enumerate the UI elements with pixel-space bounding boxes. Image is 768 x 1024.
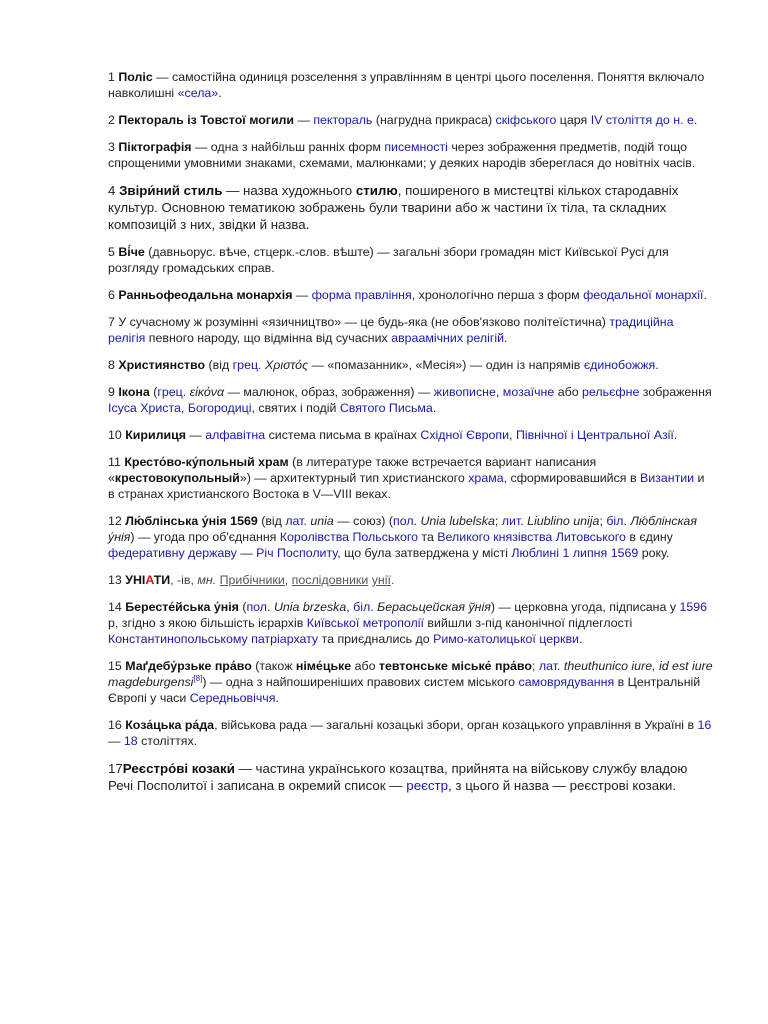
entry-16 <box>108 717 713 749</box>
entry-13-foreign-text: мн. <box>197 573 217 587</box>
entry-13-term: УНІ <box>125 573 146 587</box>
entry-14-link[interactable]: Київської метрополії <box>306 616 424 630</box>
entry-2-text: царя <box>556 113 591 127</box>
entry-4-text: , поширеного в мистецтві кількох стародавніх культур. Основною тематикою зображень були тварини або ж частини їх тіла, та складних композицій з них, звідки й назва. <box>108 183 679 232</box>
entry-12-text: — союз) ( <box>333 514 393 528</box>
entry-14-text: . <box>578 632 583 646</box>
entry-10-term: Кирилиця <box>125 428 186 442</box>
entry-12-text: — <box>236 546 257 560</box>
entry-9-link[interactable]: Богородиці <box>187 401 252 415</box>
entry-12-link[interactable]: федеративну державу <box>108 546 237 560</box>
entry-11-text: , сформировавшийся в <box>503 471 640 485</box>
entry-6-link[interactable]: форма правління <box>311 288 412 302</box>
entry-9-text: зображення <box>639 385 712 399</box>
entry-1-term: Поліс <box>118 70 153 84</box>
entry-14-text: р, згідно з якою більшість ієрархів <box>108 616 307 630</box>
entry-11-term: Кресто́во-ку́польный храм <box>124 455 289 469</box>
entry-3 <box>108 139 713 171</box>
entry-12-text: ; <box>599 514 607 528</box>
entry-9-text: , святих і подій <box>251 401 340 415</box>
entry-14 <box>108 599 713 647</box>
entry-2-text: 2 <box>108 113 119 127</box>
entry-16-link[interactable]: 18 <box>123 734 138 748</box>
entry-9-foreign-text: εἰκόνα <box>189 385 225 399</box>
entry-3-link[interactable]: писемності <box>384 140 448 154</box>
entry-11-term: крестовокупольный <box>114 471 240 485</box>
entry-10-link[interactable]: алфавітна <box>205 428 266 442</box>
entry-6-link[interactable]: феодальної монархії <box>583 288 704 302</box>
entry-17-text: , з цього й назва — реєстрові козаки. <box>448 778 677 793</box>
entry-9-text: або <box>554 385 583 399</box>
entry-12-link[interactable]: Королівства Польського <box>279 530 418 544</box>
entry-4-text: 4 <box>108 183 120 198</box>
entry-6-text: 6 <box>108 288 119 302</box>
document-body <box>108 69 713 805</box>
entry-10-text: 10 <box>108 428 126 442</box>
entry-12-term: Лю́блінська у́нія 1569 <box>125 514 258 528</box>
entry-17-term: Реєстро́ві козаки́ <box>122 761 235 776</box>
entry-6-text: — <box>292 288 312 302</box>
entry-8 <box>108 357 713 373</box>
entry-12-link[interactable]: біл. <box>606 514 627 528</box>
entry-9-link[interactable]: Ісуса Христа <box>108 401 181 415</box>
entry-15-text: (також <box>251 659 296 673</box>
entry-12-link[interactable]: пол. <box>392 514 417 528</box>
entry-8-link[interactable]: грец. <box>232 358 262 372</box>
entry-12-text: (від <box>257 514 286 528</box>
entry-15-link[interactable]: самоврядування <box>518 675 615 689</box>
entry-7-text: певного народу, що відмінна від сучасних <box>145 331 392 345</box>
entry-14-term: Бересте́йська у́нія <box>125 600 239 614</box>
entry-6-text: . <box>703 288 707 302</box>
entry-11-text: и в странах христианского Востока в V—VIII веках. <box>108 471 705 501</box>
entry-9-link[interactable]: мозаїчне <box>502 385 555 399</box>
entry-7-link[interactable]: традиційна релігія <box>108 315 674 345</box>
entry-17-text: — частина українського козацтва, прийнята на військову службу владою Речі Посполитої і записана в окремий список — <box>108 761 688 793</box>
entry-16-text: , військова рада — загальні козацькі збори, орган козацького управління в Україні в <box>214 718 698 732</box>
entry-6-term: Ранньофеодальна монархія <box>118 288 293 302</box>
entry-4-text: — назва художнього <box>222 183 356 198</box>
entry-11 <box>108 454 713 502</box>
entry-15-link[interactable]: Середньовіччя <box>189 691 276 705</box>
entry-4-term: стилю <box>355 183 398 198</box>
entry-10-text: , <box>509 428 516 442</box>
entry-17-text: 17 <box>108 761 123 776</box>
entry-9 <box>108 384 713 416</box>
entry-9-text: , <box>495 385 503 399</box>
entry-17 <box>108 760 713 794</box>
entry-14-link[interactable]: біл. <box>353 600 374 614</box>
entry-1-text: — самостійна одиниця розселення з управлінням в центрі цього поселення. Поняття включало навколишні <box>108 70 705 100</box>
entry-7-link[interactable]: авраамічних релігій <box>391 331 505 345</box>
entry-12-text: в єдину <box>625 530 673 544</box>
entry-15-text: . <box>275 691 279 705</box>
entry-5-text: 5 <box>108 245 119 259</box>
entry-16-text: століттях. <box>137 734 198 748</box>
entry-9-text: , <box>180 401 188 415</box>
entry-10-text: — <box>185 428 206 442</box>
entry-14-text: , <box>346 600 354 614</box>
entry-12-text: року. <box>638 546 670 560</box>
entry-11-link[interactable]: храма <box>468 471 504 485</box>
entry-15-text: в Центральній Європі у часи <box>108 675 701 705</box>
entry-3-text: через зображення предметів, подій тощо спрощеними умовними знаками, схемами, малюнками; у деяких народів збереглася до новітніх часів. <box>108 140 696 170</box>
entry-2-link[interactable]: скіфського <box>495 113 557 127</box>
entry-3-term: Піктографія <box>118 140 192 154</box>
entry-13-underlined-link[interactable]: послідовники <box>291 573 369 587</box>
entry-15-link[interactable]: лат. <box>538 659 561 673</box>
entry-11-text: 11 <box>108 455 125 469</box>
entry-8-link[interactable]: єдинобожжя <box>583 358 656 372</box>
entry-13-term: А <box>145 573 154 587</box>
entry-12-text: ) — угода про об'єднання <box>130 530 280 544</box>
entry-8-text: . <box>655 358 659 372</box>
entry-16-text: 16 <box>108 718 126 732</box>
entry-12-link[interactable]: 1569 <box>610 546 639 560</box>
entry-4 <box>108 182 713 233</box>
entry-11-link[interactable]: Византии <box>639 471 695 485</box>
entry-10 <box>108 427 713 443</box>
entry-2 <box>108 112 713 128</box>
entry-16-term: Коза́цька ра́да <box>125 718 215 732</box>
entry-8-text: 8 <box>108 358 119 372</box>
entry-12-link[interactable]: Люблині <box>511 546 560 560</box>
entry-8-term: Християнство <box>118 358 206 372</box>
entry-15-foreign-text: theuthunico iure, id est iure magdeburgensi <box>108 659 713 689</box>
entry-9-link[interactable]: живописне <box>433 385 496 399</box>
entry-9-link[interactable]: Святого Письма <box>339 401 433 415</box>
entry-14-link[interactable]: 1596 <box>679 600 708 614</box>
entry-9-text: ( <box>149 385 158 399</box>
entry-9-term: Ікона <box>118 385 150 399</box>
entry-10-text: система письма в країнах <box>265 428 421 442</box>
entry-15-text: ; <box>531 659 539 673</box>
entry-11-text: ») — архитектурный тип христианского <box>239 471 469 485</box>
entry-12 <box>108 513 713 561</box>
entry-8-text: (від <box>205 358 233 372</box>
entry-5-term: Ві́че <box>118 245 145 259</box>
entry-13-underlined-link[interactable]: унії <box>371 573 391 587</box>
entry-14-text: ( <box>238 600 247 614</box>
entry-15-text: 15 <box>108 659 126 673</box>
entry-12-foreign-text: Liublino unija <box>527 514 600 528</box>
entry-12-text: ; <box>494 514 502 528</box>
entry-6-text: , хронологічно перша з форм <box>411 288 584 302</box>
entry-2-link[interactable]: пектораль <box>313 113 373 127</box>
entry-12-foreign-text: Лю́блінская у́нія <box>108 514 697 544</box>
entry-9-text: . <box>432 401 437 415</box>
entry-13-text: , -ів, <box>170 573 198 587</box>
entry-16-link[interactable]: 16 <box>697 718 712 732</box>
footnote-ref[interactable]: [8] <box>193 673 203 683</box>
entry-13-underlined-link[interactable]: Прибічники <box>219 573 285 587</box>
entry-3-text: — одна з найбільш ранніх форм <box>191 140 385 154</box>
entry-13-text: . <box>390 573 395 587</box>
entry-14-text: та приєднались до <box>318 632 434 646</box>
entry-9-link[interactable]: рельєфне <box>582 385 640 399</box>
entry-12-link[interactable]: лат. <box>285 514 307 528</box>
entry-8-text: — «помазанник», «Месія») — один із напрямів <box>308 358 584 372</box>
entry-10-link[interactable]: Північної і Центральної Азії <box>515 428 674 442</box>
entry-10-link[interactable]: Східної Європи <box>420 428 510 442</box>
entry-7-text: . <box>504 331 508 345</box>
entry-15-term: Маґдебу́рзьке пра́во <box>125 659 252 673</box>
entry-14-text: 14 <box>108 600 126 614</box>
entry-4-term: Звіри́ний стиль <box>119 183 223 198</box>
entry-12-foreign-text: unia <box>310 514 334 528</box>
entry-1 <box>108 69 713 101</box>
entry-1-link[interactable]: «села» <box>177 86 219 100</box>
entry-7 <box>108 314 713 346</box>
entry-12-text: , що була затверджена у місті <box>337 546 512 560</box>
entry-12-link[interactable]: лит. <box>501 514 524 528</box>
entry-5-text: (давньорус. вѣче, стцерк.-слов. вѣште) — загальні збори громадян міст Київської Русі для розгляду громадських справ. <box>108 245 669 275</box>
entry-12-text: та <box>417 530 438 544</box>
entry-2-link[interactable]: IV століття до н. е. <box>590 113 698 127</box>
entry-14-text: вийшли з-під канонічної підлеглості <box>423 616 633 630</box>
entry-1-text: . <box>218 86 222 100</box>
entry-13-text: 13 <box>108 573 126 587</box>
entry-1-text: 1 <box>108 70 119 84</box>
entry-12-text: 12 <box>108 514 126 528</box>
entry-16-text: — <box>108 734 124 748</box>
entry-12-foreign-text: Unia lubelska <box>420 514 495 528</box>
entry-9-link[interactable]: грец. <box>157 385 187 399</box>
entry-3-text: 3 <box>108 140 119 154</box>
entry-8-foreign-text: Χριστός <box>264 358 309 372</box>
entry-11-text: (в литературе также встречается вариант написания « <box>108 455 597 485</box>
entry-9-text: — малюнок, образ, зображення) — <box>224 385 434 399</box>
entry-12-link[interactable]: Великого князівства Литовського <box>437 530 626 544</box>
entry-14-link[interactable]: Римо-католицької церкви <box>433 632 579 646</box>
entry-17-link[interactable]: реєстр <box>406 778 449 793</box>
entry-5 <box>108 244 713 276</box>
entry-7-text: 7 У сучасному ж розумінні «язичництво» — це будь-яка (не обов'язково політеїстична) <box>108 315 610 329</box>
entry-15 <box>108 658 713 706</box>
entry-12-link[interactable]: 1 липня <box>562 546 608 560</box>
entry-15-term: німе́цьке <box>295 659 352 673</box>
entry-13-term: ТИ <box>153 573 171 587</box>
entry-14-link[interactable]: пол. <box>246 600 271 614</box>
entry-14-text: ) — церковна угода, підписана у <box>490 600 680 614</box>
entry-15-text: або <box>351 659 379 673</box>
entry-2-text: (нагрудна прикраса) <box>372 113 496 127</box>
entry-15-term: тевтонське міське́ пра́во <box>378 659 532 673</box>
entry-2-text: — <box>294 113 314 127</box>
entry-2-term: Пектораль із Товстої могили <box>118 113 295 127</box>
entry-10-text: . <box>673 428 678 442</box>
entry-13-text: , <box>284 573 292 587</box>
entry-13 <box>108 572 713 588</box>
entry-14-link[interactable]: Константинопольському патріархату <box>108 632 319 646</box>
entry-14-foreign-text: Unia brzeska <box>273 600 347 614</box>
entry-12-link[interactable]: Річ Посполиту <box>256 546 338 560</box>
entry-6 <box>108 287 713 303</box>
entry-15-text: ) — одна з найпоширеніших правових систем міського <box>202 675 519 689</box>
entry-14-foreign-text: Берасьцейская ўнія <box>377 600 491 614</box>
entry-9-text: 9 <box>108 385 119 399</box>
